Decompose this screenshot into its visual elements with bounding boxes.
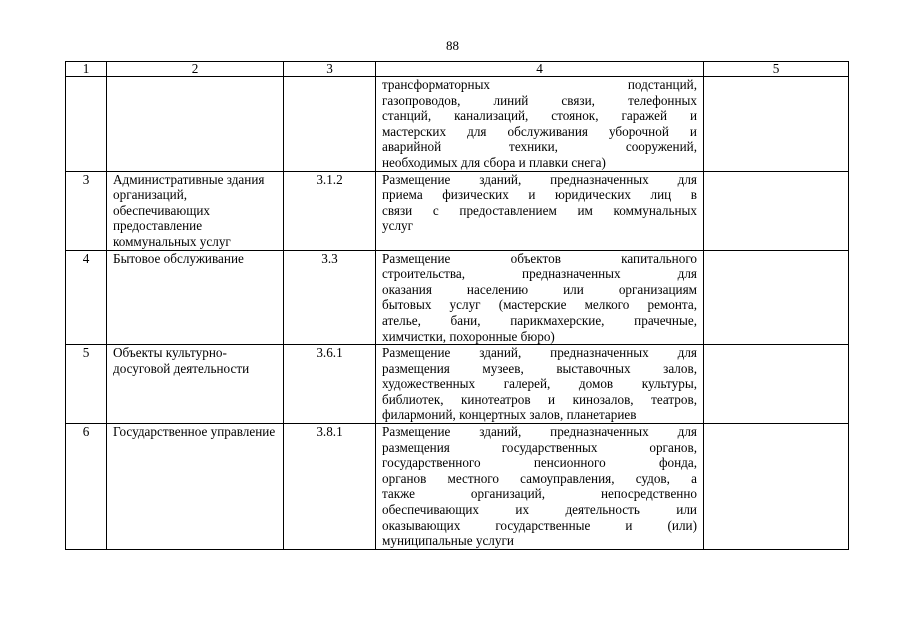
table-row xyxy=(66,424,849,550)
description-line: аварийной техники, сооружений, xyxy=(382,139,697,155)
notes-cell xyxy=(704,424,849,550)
description-line: газопроводов, линий связи, телефонных xyxy=(382,92,697,108)
description-line: размещения музеев, выставочных залов, xyxy=(382,360,697,376)
table-row xyxy=(66,171,849,250)
land-use-description xyxy=(376,424,704,550)
table-row xyxy=(66,77,849,172)
description-line: связи с предоставлением им коммунальных xyxy=(382,202,697,218)
header-col-2: 2 xyxy=(107,62,284,77)
land-use-table xyxy=(65,61,849,550)
land-use-code: 3.8.1 xyxy=(284,424,376,550)
table-row xyxy=(66,250,849,345)
description-line: обеспечивающих их деятельность или xyxy=(382,502,697,518)
land-use-type-name: Государственное управление xyxy=(107,424,284,550)
page-number: 88 xyxy=(446,38,459,53)
land-use-type-name xyxy=(107,77,284,172)
notes-cell xyxy=(704,250,849,345)
description-line: строительства, предназначенных для xyxy=(382,266,697,282)
description-line: государственного пенсионного фонда, xyxy=(382,455,697,471)
description-line: необходимых для сбора и плавки снега) xyxy=(382,154,606,170)
description-line: библиотек, кинотеатров и кинозалов, театров, xyxy=(382,391,697,407)
description-line: услуг xyxy=(382,218,414,234)
description-line: ателье, бани, парикмахерские, прачечные, xyxy=(382,312,697,328)
land-use-code xyxy=(284,77,376,172)
header-col-3: 3 xyxy=(284,62,376,77)
row-number: 6 xyxy=(66,424,107,550)
description-line: Размещение объектов капитального xyxy=(382,250,697,266)
table-body xyxy=(66,77,849,550)
header-col-1: 1 xyxy=(66,62,107,77)
table-header xyxy=(66,62,849,77)
land-use-description xyxy=(376,250,704,345)
description-line: размещения государственных органов, xyxy=(382,439,697,455)
land-use-code: 3.1.2 xyxy=(284,171,376,250)
description-line: художественных галерей, домов культуры, xyxy=(382,376,697,392)
description-line: муниципальные услуги xyxy=(382,533,514,549)
description-line: также организаций, непосредственно xyxy=(382,486,697,502)
notes-cell xyxy=(704,77,849,172)
land-use-type-name: Бытовое обслуживание xyxy=(107,250,284,345)
description-line: Размещение зданий, предназначенных для xyxy=(382,424,697,440)
land-use-type-name: Административные здания организаций, обеспечивающих предоставление коммунальных услуг xyxy=(107,171,284,250)
description-line: Размещение зданий, предназначенных для xyxy=(382,171,697,187)
description-line: филармоний, концертных залов, планетариев xyxy=(382,407,637,423)
land-use-type-name: Объекты культурно-досуговой деятельности xyxy=(107,345,284,424)
description-line: мастерских для обслуживания уборочной и xyxy=(382,123,697,139)
description-line: трансформаторных подстанций, xyxy=(382,77,697,92)
row-number: 3 xyxy=(66,171,107,250)
description-line: приема физических и юридических лиц в xyxy=(382,187,697,203)
header-row xyxy=(66,62,849,77)
notes-cell xyxy=(704,345,849,424)
description-line: бытовых услуг (мастерские мелкого ремонта, xyxy=(382,297,697,313)
description-line: химчистки, похоронные бюро) xyxy=(382,328,555,344)
land-use-description xyxy=(376,345,704,424)
header-col-5: 5 xyxy=(704,62,849,77)
table-row xyxy=(66,345,849,424)
land-use-code: 3.6.1 xyxy=(284,345,376,424)
land-use-description xyxy=(376,77,704,172)
land-use-description xyxy=(376,171,704,250)
description-line: Размещение зданий, предназначенных для xyxy=(382,345,697,361)
description-line: оказания населению или организациям xyxy=(382,281,697,297)
row-number xyxy=(66,77,107,172)
header-col-4: 4 xyxy=(376,62,704,77)
description-line: органов местного самоуправления, судов, а xyxy=(382,470,697,486)
description-line: станций, канализаций, стоянок, гаражей и xyxy=(382,108,697,124)
row-number: 5 xyxy=(66,345,107,424)
row-number: 4 xyxy=(66,250,107,345)
description-line: оказывающих государственные и (или) xyxy=(382,517,697,533)
land-use-code: 3.3 xyxy=(284,250,376,345)
notes-cell xyxy=(704,171,849,250)
